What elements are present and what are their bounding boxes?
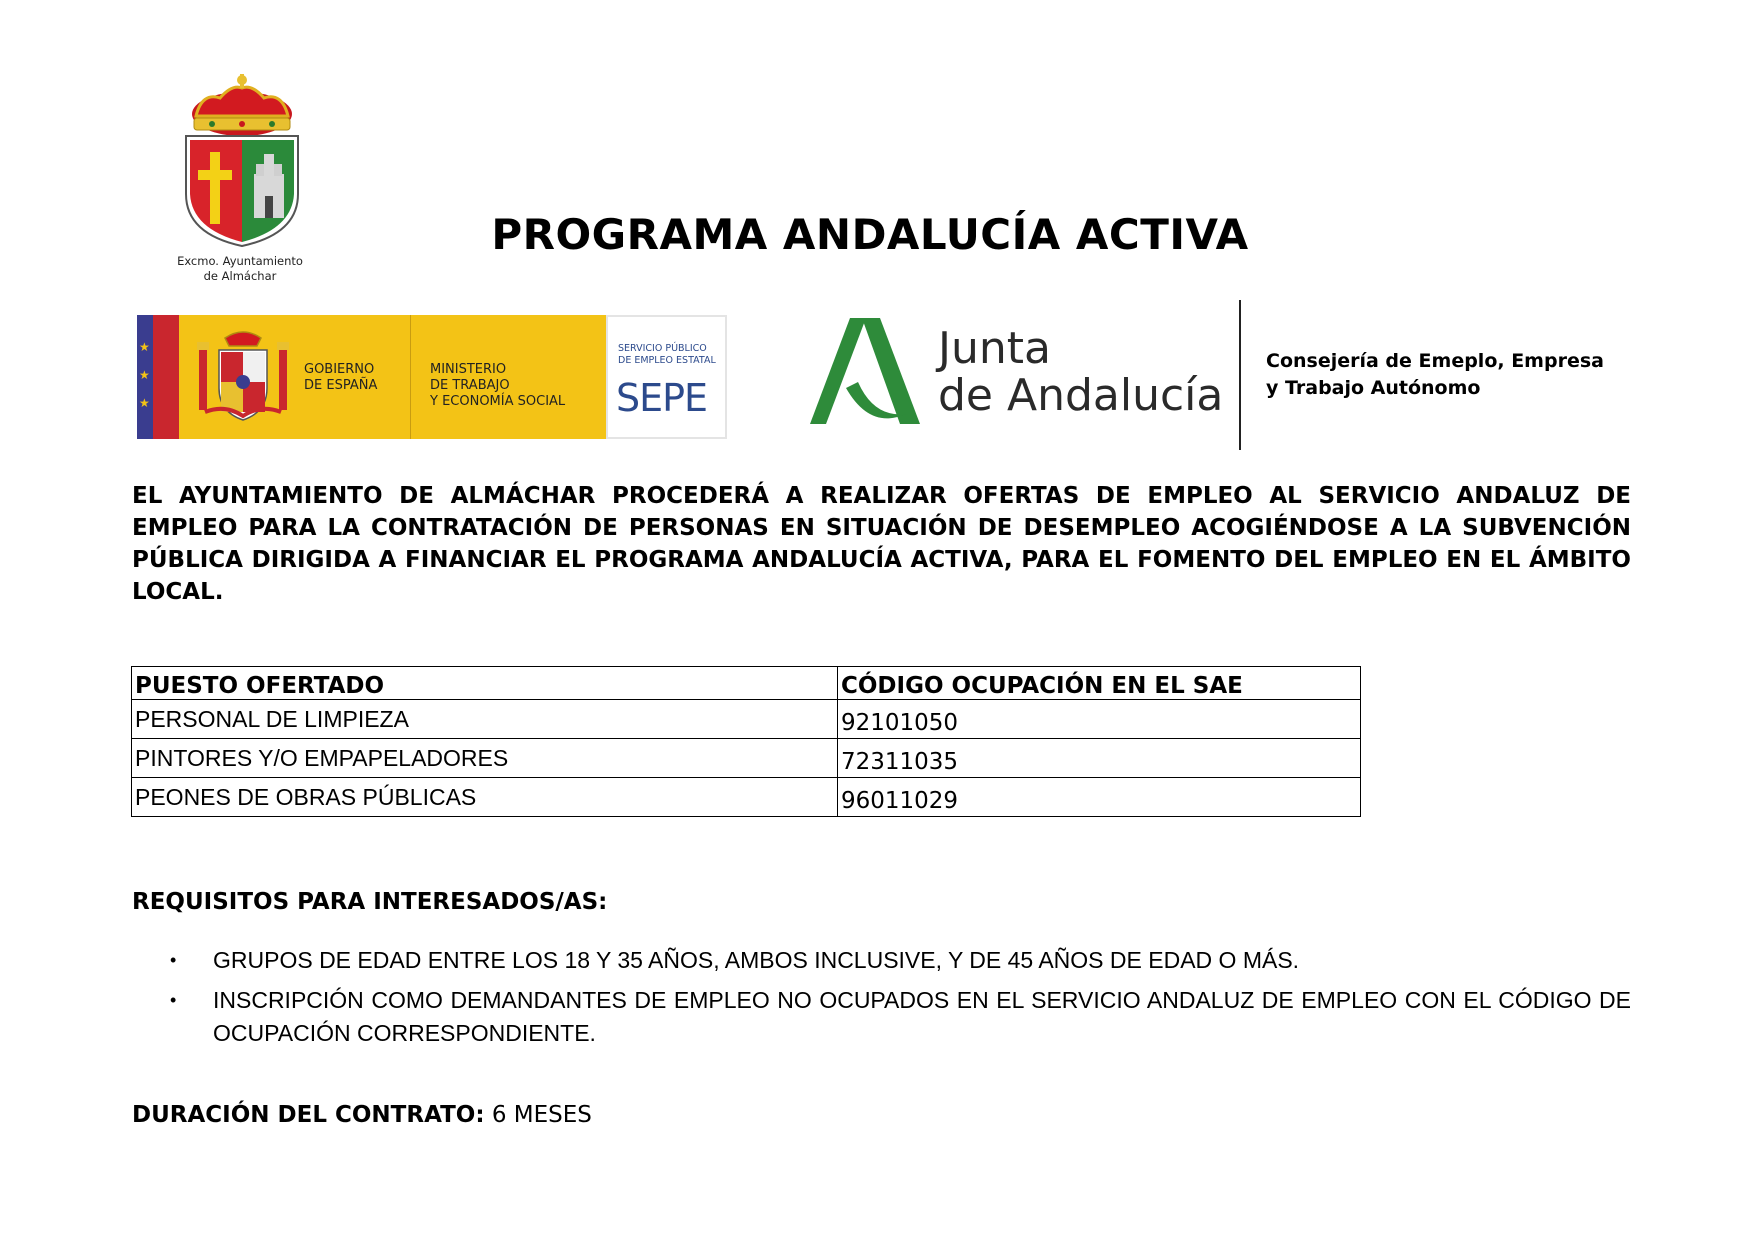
consejeria-label: Consejería de Emeplo, Empresa y Trabajo Autónomo: [1266, 350, 1604, 399]
header-puesto: PUESTO OFERTADO: [132, 667, 838, 700]
table-row: [132, 700, 1361, 739]
coat-caption-line2: de Almáchar: [203, 269, 277, 283]
junta-andalucia-logo-icon: [810, 318, 920, 430]
requisitos-title: REQUISITOS PARA INTERESADOS/AS:: [132, 889, 608, 915]
cell-codigo: [838, 700, 1361, 739]
requisito-item: INSCRIPCIÓN COMO DEMANDANTES DE EMPLEO NO OCUPADOS EN EL SERVICIO ANDALUZ DE EMPLEO CON EL CÓDIGO DE OCUPACIÓN CORRESPONDIENTE.: [213, 987, 1631, 1046]
banner-divider: [410, 315, 411, 439]
offers-table: [131, 666, 1361, 817]
cell-puesto: [132, 700, 838, 739]
requisito-item: GRUPOS DE EDAD ENTRE LOS 18 Y 35 AÑOS, AMBOS INCLUSIVE, Y DE 45 AÑOS DE EDAD O MÁS.: [213, 947, 1300, 973]
duracion-label: DURACIÓN DEL CONTRATO:: [132, 1102, 485, 1128]
coat-caption-line1: Excmo. Ayuntamiento: [177, 254, 303, 268]
spain-coat-of-arms-icon: [195, 328, 291, 426]
gobierno-label: GOBIERNO DE ESPAÑA: [304, 362, 378, 393]
page-title: PROGRAMA ANDALUCÍA ACTIVA: [491, 210, 1249, 259]
ministerio-label: MINISTERIO DE TRABAJO Y ECONOMÍA SOCIAL: [430, 362, 566, 409]
eu-star-icon: ★: [139, 368, 150, 382]
codigo-text: 96011029: [841, 788, 959, 814]
junta-wordmark-line1: Junta: [938, 323, 1051, 374]
puesto-text: PERSONAL DE LIMPIEZA: [135, 706, 409, 732]
bullet-icon: •: [170, 950, 177, 970]
intro-paragraph: EL AYUNTAMIENTO DE ALMÁCHAR PROCEDERÁ A REALIZAR OFERTAS DE EMPLEO AL SERVICIO ANDALUZ DE EMPLEO PARA LA CONTRATACIÓN DE PERSONAS EN SITUACIÓN DE DESEMPLEO ACOGIÉNDOSE A LA SUBVENCIÓN PÚBLICA DIRIGIDA A FINANCIAR EL PROGRAMA ANDALUCÍA ACTIVA, PARA EL FOMENTO DEL EMPLEO EN EL ÁMBITO LOCAL.: [132, 483, 1631, 605]
cell-puesto: [132, 739, 838, 778]
junta-wordmark-line2: de Andalucía: [938, 370, 1224, 421]
eu-star-icon: ★: [139, 340, 150, 354]
cell-codigo: [838, 778, 1361, 817]
cell-puesto: [132, 778, 838, 817]
table-row: [132, 778, 1361, 817]
puesto-text: PEONES DE OBRAS PÚBLICAS: [135, 784, 477, 810]
sepe-wordmark: SEPE: [616, 376, 708, 420]
table-header-row: [132, 667, 1361, 700]
sepe-subtitle: SERVICIO PÚBLICO DE EMPLEO ESTATAL: [618, 343, 716, 366]
eu-star-icon: ★: [139, 396, 150, 410]
coat-caption: [170, 254, 310, 284]
cell-codigo: [838, 739, 1361, 778]
spain-red-stripe: [153, 315, 179, 439]
bullet-icon: •: [170, 990, 177, 1010]
puesto-text: PINTORES Y/O EMPAPELADORES: [135, 745, 509, 771]
codigo-text: 72311035: [841, 749, 959, 775]
junta-separator: [1239, 300, 1241, 450]
header-codigo: CÓDIGO OCUPACIÓN EN EL SAE: [838, 667, 1361, 700]
duracion-line: [132, 1100, 592, 1130]
table-row: [132, 739, 1361, 778]
duracion-value: 6 MESES: [491, 1102, 592, 1128]
almachar-coat-of-arms-logo: [182, 74, 302, 249]
codigo-text: 92101050: [841, 710, 959, 736]
